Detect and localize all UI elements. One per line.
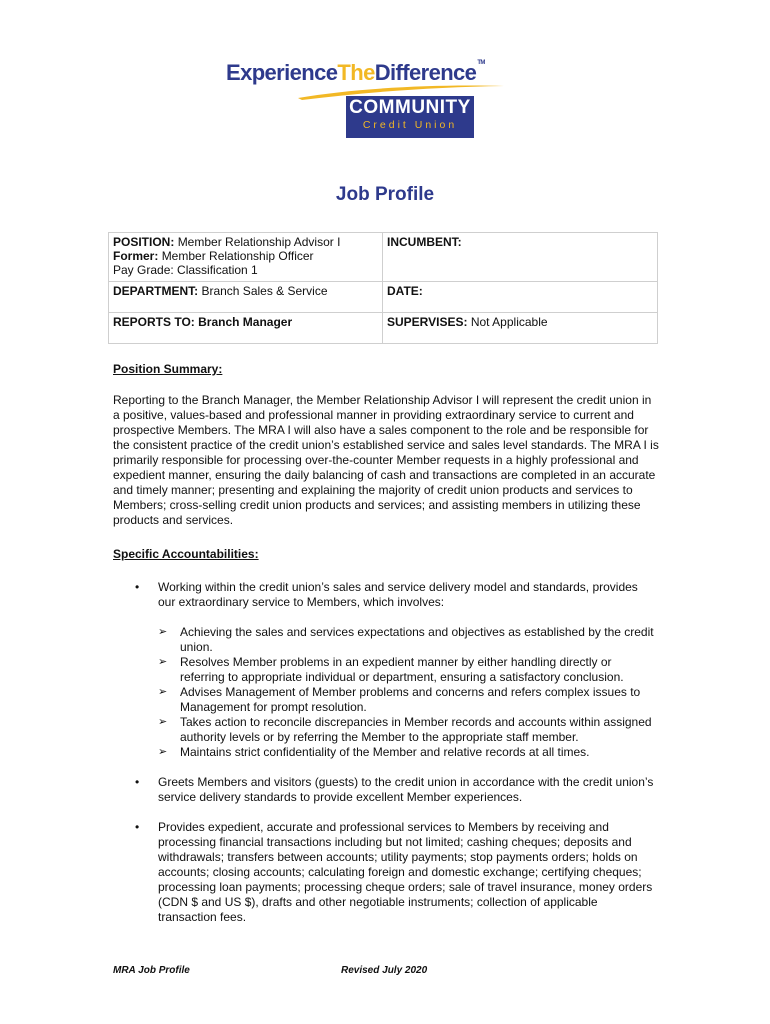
sub-list-item: ➢ Advises Management of Member problems and concerns and refers complex issues to Management for prompt resolution. xyxy=(158,685,641,714)
supervises-cell: SUPERVISES: Not Applicable xyxy=(383,313,658,344)
arrow-bullet-icon: ➢ xyxy=(158,656,168,668)
position-summary-text: Reporting to the Branch Manager, the Member Relationship Advisor I will represent the credit union in a positive, values-based and professional manner in providing extraordinary service to current and prospective Members. The MRA I will also have a sales component to the role and be responsible for the consistent practice of the credit union’s established service and sales level standards. The MRA I is primarily responsible for processing over-the-counter Member requests in a highly professional and expedient manner, ensuring the daily balancing of cash and transactions are completed in an accurate and timely manner; presenting and explaining the majority of credit union products and services to Members; cross-selling credit union products and services; and assisting members in utilizing these products and services. xyxy=(113,393,659,527)
footer-revision-date: Revised July 2020 xyxy=(341,965,428,976)
logo-community-box: COMMUNITY Credit Union xyxy=(346,96,474,138)
accountability-sub-list xyxy=(158,625,658,760)
bullet-icon: • xyxy=(135,820,140,834)
sub-list-item: ➢ Takes action to reconcile discrepancies in Member records and accounts within assigned authority levels or by referring the Member to the appropriate staff member. xyxy=(158,715,652,744)
position-cell: POSITION: Member Relationship Advisor I Former: Member Relationship Officer Pay Grade: Classification 1 xyxy=(109,233,383,282)
arrow-bullet-icon: ➢ xyxy=(158,686,168,698)
date-cell: DATE: xyxy=(383,282,658,313)
reports-to-cell: REPORTS TO: Branch Manager xyxy=(109,313,383,344)
department-cell: DEPARTMENT: Branch Sales & Service xyxy=(109,282,383,313)
footer-document-name: MRA Job Profile xyxy=(113,965,190,976)
accountabilities-heading: Specific Accountabilities: xyxy=(113,547,259,561)
logo-tagline: ExperienceTheDifference™ xyxy=(226,60,485,85)
sub-list-item: ➢ Maintains strict confidentiality of the Member and relative records at all times. xyxy=(158,745,590,759)
incumbent-cell: INCUMBENT: xyxy=(383,233,658,282)
sub-list-item: ➢ Resolves Member problems in an expedient manner by either handling directly or referring to appropriate individual or department, ensuring a satisfactory conclusion. xyxy=(158,655,624,684)
bullet-icon: • xyxy=(135,775,140,789)
bullet-icon: • xyxy=(135,580,140,594)
arrow-bullet-icon: ➢ xyxy=(158,626,168,638)
position-summary-heading: Position Summary: xyxy=(113,362,223,376)
credit-union-logo xyxy=(226,58,516,142)
sub-list-item: ➢ Achieving the sales and services expectations and objectives as established by the credit union. xyxy=(158,625,654,654)
document-title: Job Profile xyxy=(335,184,435,205)
arrow-bullet-icon: ➢ xyxy=(158,746,168,758)
job-info-table xyxy=(108,232,658,344)
arrow-bullet-icon: ➢ xyxy=(158,716,168,728)
